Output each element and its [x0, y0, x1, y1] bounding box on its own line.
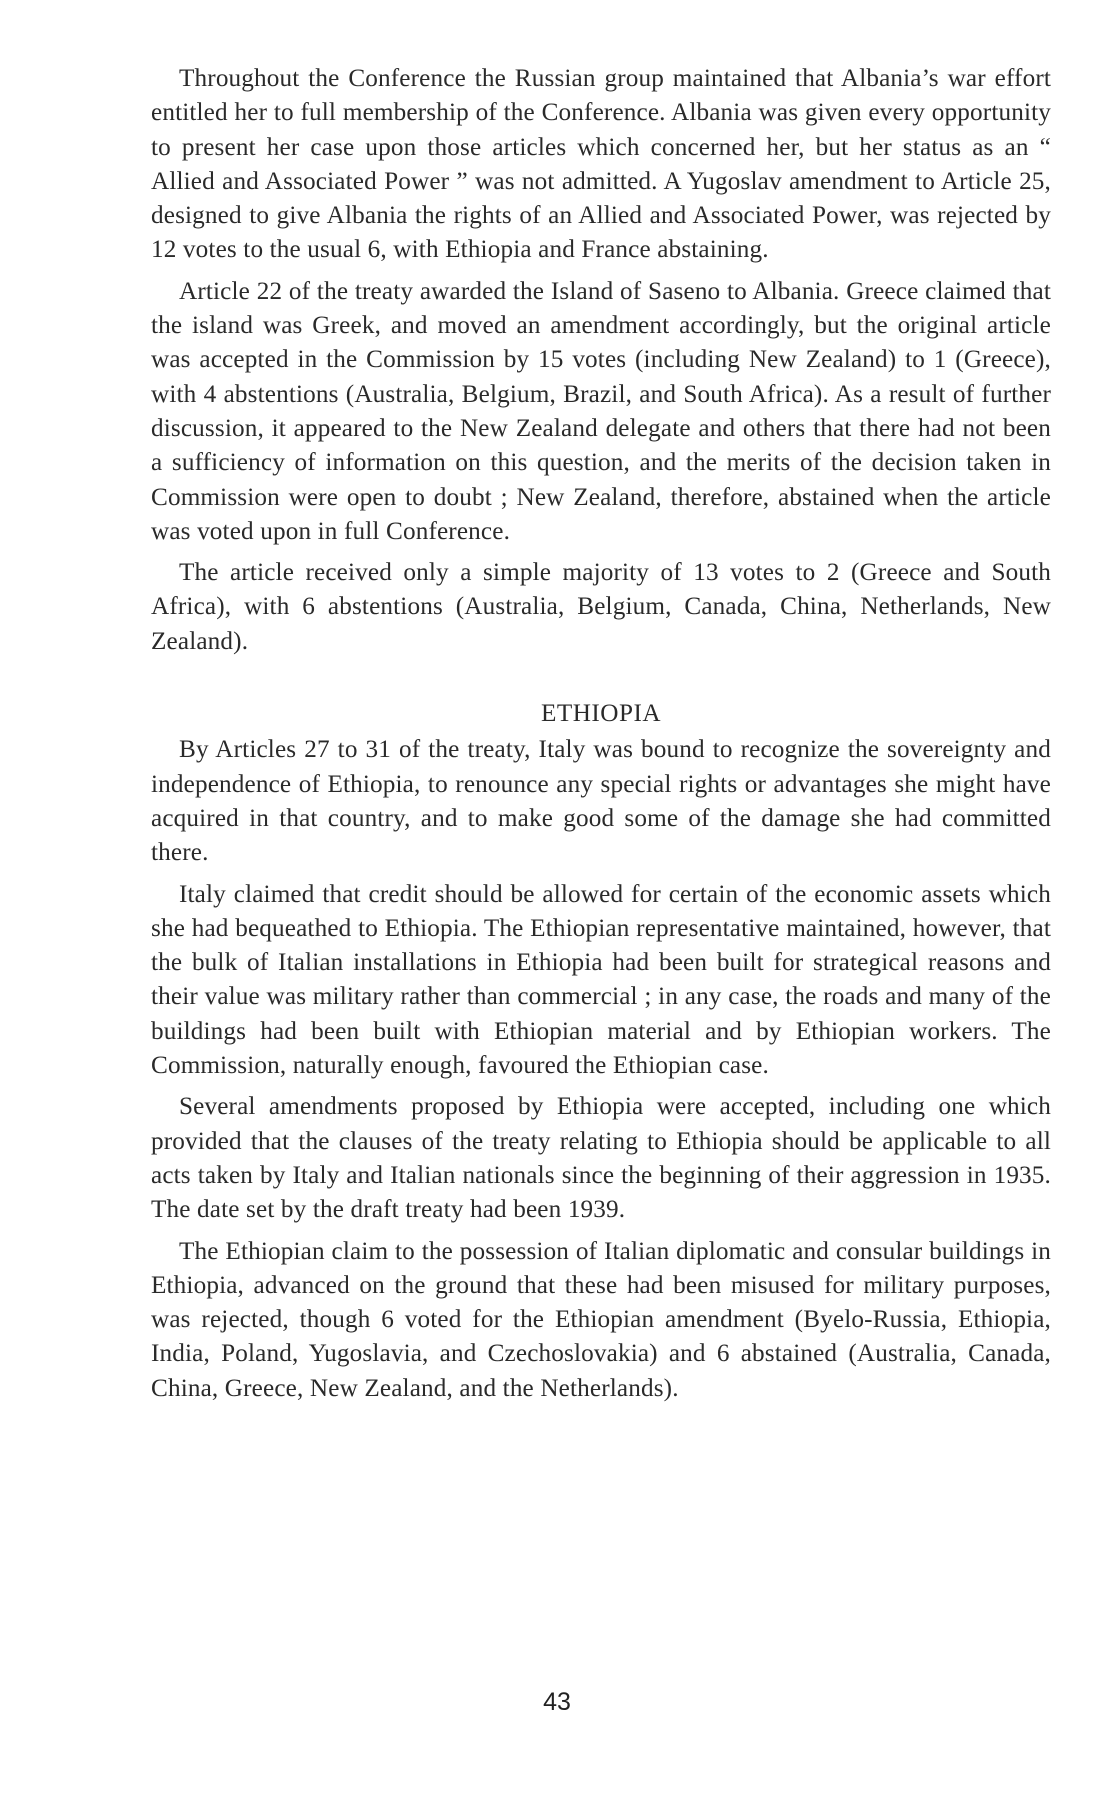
paragraph-italy-credit-claim: Italy claimed that credit should be allowed for certain of the economic assets which she had bequeathed to Ethiopia. The Ethiopian representative maintained, however, that the bulk of Italian installations in Ethiopia had been built for strategical reasons and their value was military rather than commercial ; in any case, the roads and many of the buildings had been built with Ethiopian material and by Ethiopian workers. The Commission, naturally enough, favoured the Ethiopian case. — [151, 880, 1051, 1080]
section-heading-ethiopia: ETHIOPIA — [540, 700, 662, 728]
paragraph-saseno-island: Article 22 of the treaty awarded the Island of Saseno to Albania. Greece claimed that the island was Greek, and moved an amendment accordingly, but the original article was accepted in the Commission by 15 votes (including New Zealand) to 1 (Greece), with 4 abstentions (Australia, Belgium, Brazil, and South Africa). As a result of further discussion, it appeared to the New Zealand delegate and others that there had not been a sufficiency of information on this question, and the merits of the decision taken in Commission were open to doubt ; New Zealand, therefore, abstained when the article was voted upon in full Conference. — [151, 277, 1051, 545]
paragraph-ethiopia-amendments: Several amendments proposed by Ethiopia were accepted, including one which provided that the clauses of the treaty relating to Ethiopia should be applicable to all acts taken by Italy and Italian nationals since the beginning of their aggression in 1935. The date set by the draft treaty had been 1939. — [151, 1093, 1051, 1224]
page-body — [151, 62, 1051, 1413]
paragraph-diplomatic-buildings: The Ethiopian claim to the possession of Italian diplomatic and consular buildings in Ethiopia, advanced on the ground that these had been misused for military purposes, was rejected, though 6 voted for the Ethiopian amendment (Byelo-Russia, Ethiopia, India, Poland, Yugoslavia, and Czechoslovakia) and 6 abstained (Australia, Canada, China, Greece, New Zealand, and the Netherlands). — [151, 1237, 1051, 1402]
paragraph-ethiopia-articles: By Articles 27 to 31 of the treaty, Italy was bound to recognize the sovereignty and independence of Ethiopia, to renounce any special rights or advantages she might have acquired in that country, and to make good some of the damage she had committed there. — [151, 736, 1051, 867]
paragraph-saseno-vote: The article received only a simple majority of 13 votes to 2 (Greece and South Africa), with 6 abstentions (Australia, Belgium, Canada, China, Netherlands, New Zealand). — [151, 559, 1051, 655]
page-number: 43 — [543, 1688, 571, 1716]
paragraph-albania-membership: Throughout the Conference the Russian group maintained that Albania’s war effort entitled her to full membership of the Conference. Albania was given every opportunity to present her case upon those articles which concerned her, but her status as an “ Allied and Associated Power ” was not admitted. A Yugoslav amendment to Article 25, designed to give Albania the rights of an Allied and Associated Power, was rejected by 12 votes to the usual 6, with Ethiopia and France abstaining. — [151, 65, 1051, 264]
